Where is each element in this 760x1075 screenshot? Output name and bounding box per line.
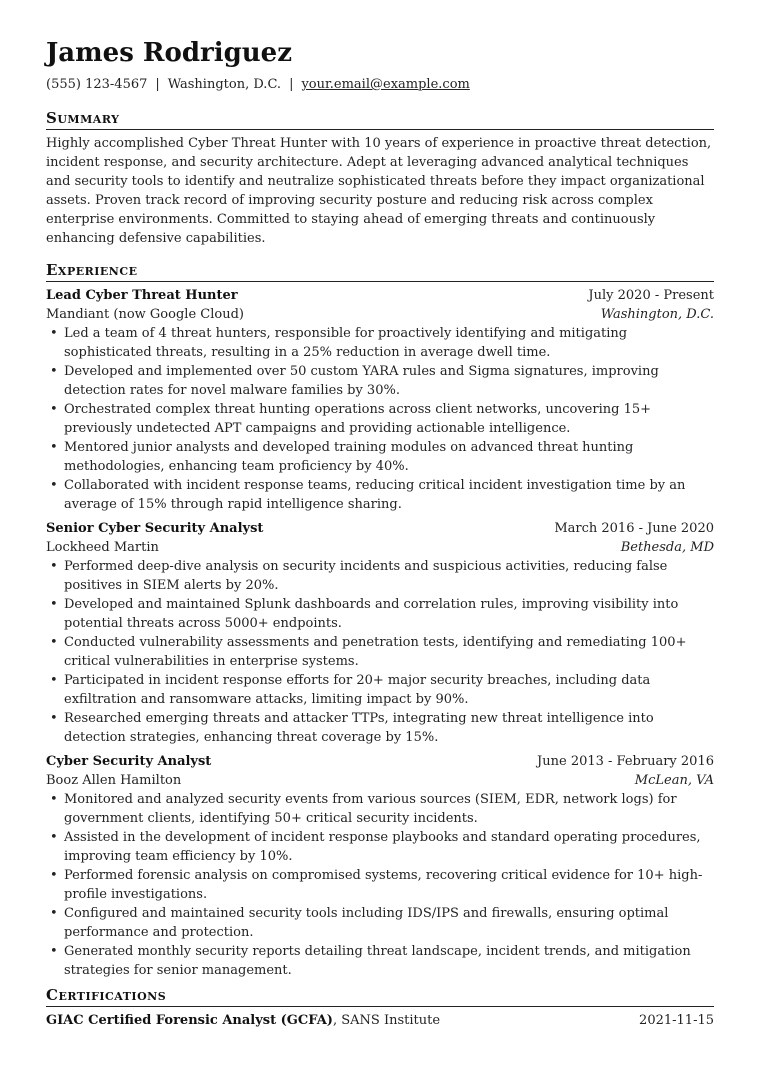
company-name: Mandiant (now Google Cloud)	[46, 307, 244, 322]
job-bullet: • Developed and maintained Splunk dashboards and correlation rules, improving visibility into potential threats across 5000+ endpoints.	[64, 595, 714, 633]
job-bullet: • Collaborated with incident response teams, reducing critical incident investigation time by an average of 15% through rapid intelligence sharing.	[64, 476, 714, 514]
job-title: Senior Cyber Security Analyst	[46, 521, 264, 536]
job-title: Lead Cyber Threat Hunter	[46, 288, 238, 303]
job-bullet: • Performed forensic analysis on compromised systems, recovering critical evidence for 10+ high-profile investigations.	[64, 866, 714, 904]
contact-separator: |	[289, 77, 294, 92]
experience-list	[46, 286, 714, 980]
experience-entry	[46, 286, 714, 514]
job-location: McLean, VA	[634, 773, 714, 788]
job-bullet: • Generated monthly security reports detailing threat landscape, incident trends, and mitigation strategies for senior management.	[64, 942, 714, 980]
summary-heading: Summary	[46, 108, 714, 130]
job-bullet-list	[46, 324, 714, 514]
job-company-row	[46, 305, 714, 324]
certification-issuer: , SANS Institute	[332, 1013, 441, 1028]
experience-entry	[46, 752, 714, 980]
candidate-name: James Rodriguez	[46, 38, 292, 68]
certification-entry	[46, 1011, 714, 1030]
job-bullet-list	[46, 790, 714, 980]
company-name: Booz Allen Hamilton	[46, 773, 182, 788]
certifications-heading: Certifications	[46, 985, 714, 1007]
job-location: Bethesda, MD	[620, 540, 714, 555]
job-bullet: • Led a team of 4 threat hunters, responsible for proactively identifying and mitigating sophisticated threats, resulting in a 25% reduction in average dwell time.	[64, 324, 714, 362]
job-location: Washington, D.C.	[600, 307, 714, 322]
company-name: Lockheed Martin	[46, 540, 159, 555]
job-company-row	[46, 538, 714, 557]
email-link[interactable]: your.email@example.com	[301, 77, 470, 92]
certification-text	[46, 1011, 440, 1030]
experience-heading: Experience	[46, 260, 714, 282]
job-bullet: • Performed deep-dive analysis on security incidents and suspicious activities, reducing false positives in SIEM alerts by 20%.	[64, 557, 714, 595]
job-bullet: • Configured and maintained security tools including IDS/IPS and firewalls, ensuring optimal performance and protection.	[64, 904, 714, 942]
job-header-row	[46, 752, 714, 771]
location: Washington, D.C.	[167, 77, 282, 92]
job-header-row	[46, 286, 714, 305]
job-header-row	[46, 519, 714, 538]
job-bullet: • Assisted in the development of incident response playbooks and standard operating procedures, improving team efficiency by 10%.	[64, 828, 714, 866]
job-company-row	[46, 771, 714, 790]
phone-number: (555) 123-4567	[46, 77, 148, 92]
job-bullet: • Participated in incident response efforts for 20+ major security breaches, including data exfiltration and ransomware attacks, limiting impact by 90%.	[64, 671, 714, 709]
experience-entry	[46, 519, 714, 747]
certification-name: GIAC Certified Forensic Analyst (GCFA)	[46, 1013, 333, 1028]
job-bullet: • Researched emerging threats and attacker TTPs, integrating new threat intelligence into detection strategies, enhancing threat coverage by 15%.	[64, 709, 714, 747]
certification-date: 2021-11-15	[639, 1013, 714, 1028]
job-dates: June 2013 - February 2016	[537, 754, 714, 769]
job-bullet: • Conducted vulnerability assessments and penetration tests, identifying and remediating 100+ critical vulnerabilities in enterprise systems.	[64, 633, 714, 671]
job-dates: July 2020 - Present	[588, 288, 714, 303]
job-bullet: • Monitored and analyzed security events from various sources (SIEM, EDR, network logs) for government clients, identifying 50+ critical security incidents.	[64, 790, 714, 828]
contact-line	[46, 76, 714, 94]
job-bullet: • Orchestrated complex threat hunting operations across client networks, uncovering 15+ previously undetected APT campaigns and providing actionable intelligence.	[64, 400, 714, 438]
job-title: Cyber Security Analyst	[46, 754, 212, 769]
job-bullet-list	[46, 557, 714, 747]
certifications-list	[46, 1011, 714, 1030]
job-bullet: • Mentored junior analysts and developed training modules on advanced threat hunting methodologies, enhancing team proficiency by 40%.	[64, 438, 714, 476]
job-bullet: • Developed and implemented over 50 custom YARA rules and Sigma signatures, improving detection rates for novel malware families by 30%.	[64, 362, 714, 400]
contact-separator: |	[155, 77, 160, 92]
summary-text: Highly accomplished Cyber Threat Hunter with 10 years of experience in proactive threat detection, incident response, and security architecture. Adept at leveraging advanced analytical techniques and security tools to identify and neutralize sophisticated threats before they impact organizational assets. Proven track record of improving security posture and reducing risk across complex enterprise environments. Committed to staying ahead of emerging threats and continuously enhancing defensive capabilities.	[46, 136, 712, 246]
job-dates: March 2016 - June 2020	[554, 521, 714, 536]
